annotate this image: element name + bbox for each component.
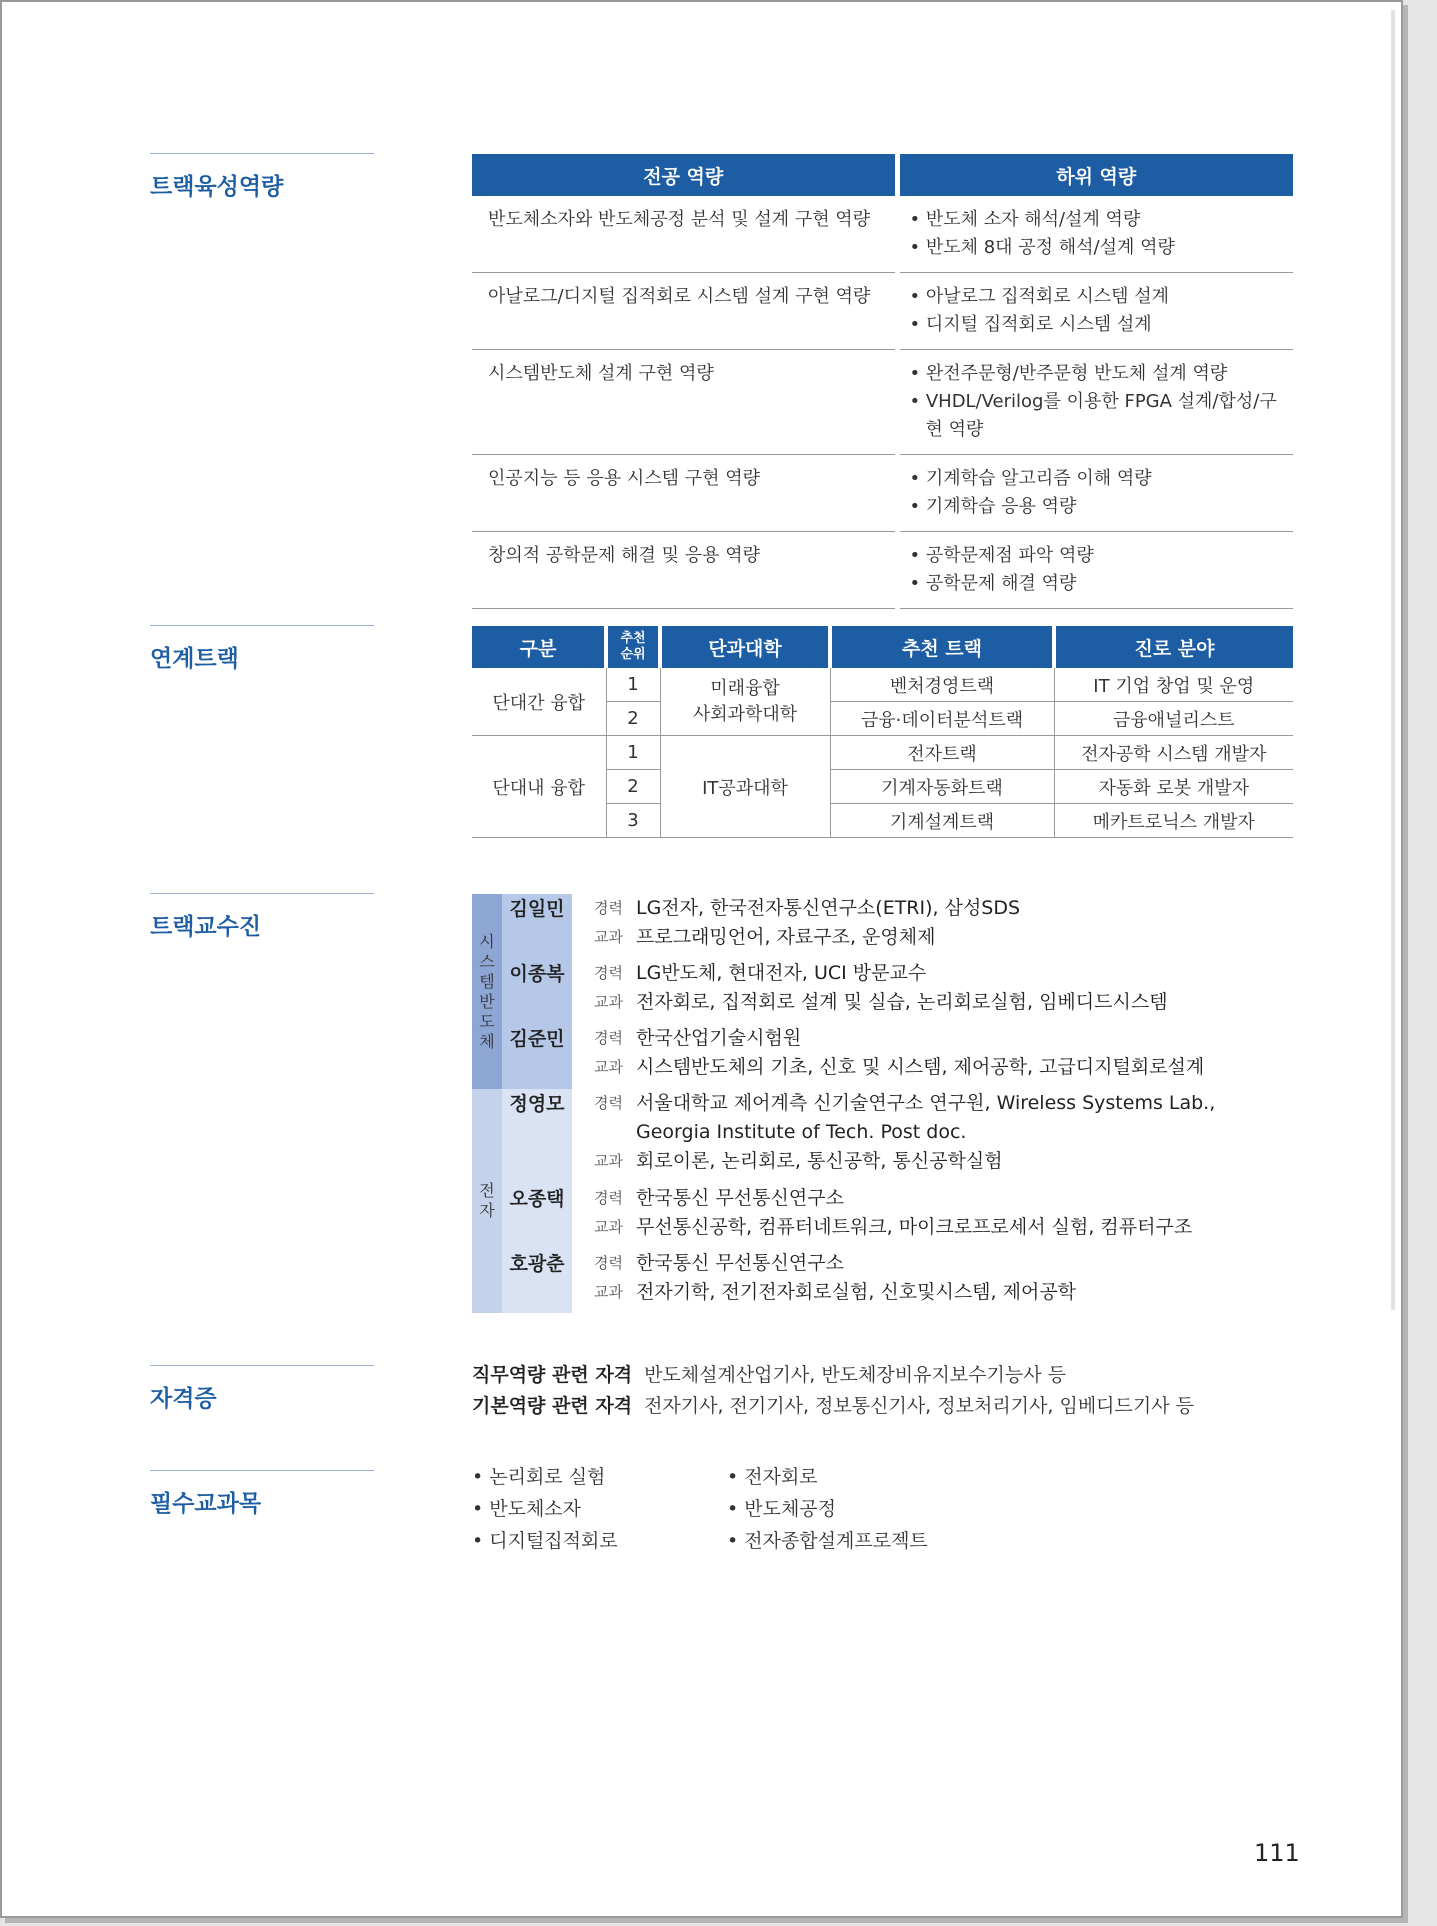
- sub-competency-item: • 기계학습 알고리즘 이해 역량: [909, 468, 1152, 489]
- table-row: [472, 532, 1293, 609]
- major-competency-cell: 반도체소자와 반도체공정 분석 및 설계 구현 역량: [472, 196, 897, 273]
- section-certs: [150, 1365, 374, 1413]
- linked-tracks-table: [472, 626, 1293, 838]
- header-major-competency: 전공 역량: [472, 154, 897, 196]
- track-cell: 금융·데이터분석트랙: [830, 702, 1054, 736]
- course-text: 프로그래밍언어, 자료구조, 운영체제: [636, 926, 936, 948]
- course-text: 전자기학, 전기전자회로실험, 신호및시스템, 제어공학: [636, 1281, 1077, 1303]
- competency-table: [472, 154, 1293, 609]
- faculty-name: 이종복: [509, 963, 565, 985]
- faculty-name: 호광춘: [509, 1253, 565, 1275]
- course-label: 교과: [594, 1283, 623, 1301]
- career-cell: IT 기업 창업 및 운영: [1054, 668, 1293, 702]
- career-label: 경력: [594, 1189, 623, 1207]
- table-row: [472, 668, 1293, 702]
- major-competency-cell: 시스템반도체 설계 구현 역량: [472, 350, 897, 455]
- track-cell: 벤처경영트랙: [830, 668, 1054, 702]
- cert-value: 전자기사, 전기기사, 정보통신기사, 정보처리기사, 임베디드기사 등: [644, 1395, 1194, 1417]
- rank-cell: 1: [606, 668, 660, 702]
- faculty-info: [594, 1089, 1264, 1176]
- faculty-info: [594, 1184, 1264, 1242]
- course-item: • 반도체소자: [472, 1498, 582, 1520]
- career-label: 경력: [594, 1094, 623, 1112]
- faculty-group-label: [472, 894, 502, 1089]
- faculty-group-label: [472, 1089, 502, 1313]
- sub-competency-item: • 기계학습 응용 역량: [909, 496, 1077, 517]
- career-cell: 전자공학 시스템 개발자: [1054, 736, 1293, 770]
- career-cell: 메카트로닉스 개발자: [1054, 804, 1293, 838]
- course-text: 무선통신공학, 컴퓨터네트워크, 마이크로프로세서 실험, 컴퓨터구조: [636, 1216, 1193, 1238]
- faculty-name: 김준민: [509, 1028, 565, 1050]
- sub-competency-cell: [897, 455, 1293, 532]
- cert-row: [472, 1391, 1194, 1422]
- career-text: LG전자, 한국전자통신연구소(ETRI), 삼성SDS: [636, 897, 1021, 919]
- career-label: 경력: [594, 964, 623, 982]
- section-title-faculty: 트랙교수진: [150, 914, 262, 940]
- sub-competency-item: • VHDL/Verilog를 이용한 FPGA 설계/합성/구현 역량: [909, 391, 1277, 440]
- cert-label: 직무역량 관련 자격: [472, 1364, 633, 1386]
- rank-cell: 2: [606, 770, 660, 804]
- courses-list: [472, 1463, 1032, 1556]
- sub-competency-item: • 공학문제점 파악 역량: [909, 545, 1094, 566]
- major-competency-cell: 아날로그/디지털 집적회로 시스템 설계 구현 역량: [472, 273, 897, 350]
- header-sub-competency: 하위 역량: [897, 154, 1293, 196]
- header-track: 추천 트랙: [830, 626, 1054, 668]
- group-label-char: 도: [479, 1011, 495, 1031]
- career-cell: 자동화 로봇 개발자: [1054, 770, 1293, 804]
- course-item: • 전자회로: [727, 1466, 818, 1488]
- sub-competency-cell: [897, 273, 1293, 350]
- course-text: 시스템반도체의 기초, 신호 및 시스템, 제어공학, 고급디지털회로설계: [636, 1056, 1205, 1078]
- track-cell: 전자트랙: [830, 736, 1054, 770]
- header-rank: 추천 순위: [606, 626, 660, 668]
- faculty-name: 정영모: [509, 1093, 565, 1115]
- rank-cell: 2: [606, 702, 660, 736]
- course-label: 교과: [594, 993, 623, 1011]
- header-career: 진로 분야: [1054, 626, 1293, 668]
- cert-value: 반도체설계산업기사, 반도체장비유지보수기능사 등: [644, 1364, 1066, 1386]
- table-row: [472, 455, 1293, 532]
- faculty-info: [594, 959, 1264, 1017]
- career-text: 한국통신 무선통신연구소: [636, 1252, 844, 1274]
- rank-cell: 1: [606, 736, 660, 770]
- track-cell: 기계자동화트랙: [830, 770, 1054, 804]
- course-text: 회로이론, 논리회로, 통신공학, 통신공학실험: [636, 1150, 1003, 1172]
- section-courses: [150, 1470, 374, 1518]
- group-label-char: 체: [479, 1031, 495, 1051]
- course-text: 전자회로, 집적회로 설계 및 실습, 논리회로실험, 임베디드시스템: [636, 991, 1168, 1013]
- course-label: 교과: [594, 928, 623, 946]
- section-title-linked: 연계트랙: [150, 646, 239, 672]
- section-linked-tracks: [150, 625, 374, 673]
- table-row: [472, 350, 1293, 455]
- course-item: • 반도체공정: [727, 1498, 837, 1520]
- section-faculty: [150, 893, 374, 941]
- course-label: 교과: [594, 1152, 623, 1170]
- sub-competency-item: • 반도체 8대 공정 해석/설계 역량: [909, 237, 1175, 258]
- header-college: 단과대학: [660, 626, 830, 668]
- sub-competency-item: • 디지털 집적회로 시스템 설계: [909, 314, 1152, 335]
- rank-cell: 3: [606, 804, 660, 838]
- group-label-char: 시: [479, 931, 495, 951]
- cert-row: [472, 1360, 1194, 1391]
- college-cell: IT공과대학: [660, 736, 830, 838]
- faculty-name: 김일민: [509, 898, 565, 920]
- certs-list: [472, 1360, 1194, 1422]
- group-label-char: 템: [479, 971, 495, 991]
- faculty-info: [594, 894, 1264, 952]
- course-item: • 디지털집적회로: [472, 1530, 618, 1552]
- group-label-char: 반: [479, 991, 495, 1011]
- course-item: • 전자종합설계프로젝트: [727, 1530, 928, 1552]
- sub-competency-item: • 아날로그 집적회로 시스템 설계: [909, 286, 1170, 307]
- group-label-char: 전: [479, 1181, 495, 1200]
- career-text: 한국산업기술시험원: [636, 1027, 802, 1049]
- category-cell: 단대내 융합: [472, 736, 606, 838]
- career-cell: 금융애널리스트: [1054, 702, 1293, 736]
- career-text: 한국통신 무선통신연구소: [636, 1187, 844, 1209]
- page-number: 111: [1254, 1839, 1300, 1867]
- career-text: 서울대학교 제어계측 신기술연구소 연구원, Wireless Systems Lab.,: [636, 1092, 1216, 1114]
- header-category: 구분: [472, 626, 606, 668]
- faculty-info: [594, 1024, 1264, 1082]
- section-divider: [150, 1470, 374, 1471]
- sub-competency-item: • 공학문제 해결 역량: [909, 573, 1077, 594]
- sub-competency-cell: [897, 350, 1293, 455]
- section-divider: [150, 153, 374, 154]
- career-label: 경력: [594, 899, 623, 917]
- faculty-block: [472, 894, 1297, 1313]
- sub-competency-cell: [897, 196, 1293, 273]
- category-cell: 단대간 융합: [472, 668, 606, 736]
- faculty-info: [594, 1249, 1264, 1307]
- group-label-char: 자: [479, 1201, 495, 1220]
- section-divider: [150, 625, 374, 626]
- course-item: • 논리회로 실험: [472, 1466, 606, 1488]
- course-label: 교과: [594, 1218, 623, 1236]
- table-row: [472, 273, 1293, 350]
- college-cell: 미래융합 사회과학대학: [660, 668, 830, 736]
- course-label: 교과: [594, 1058, 623, 1076]
- section-divider: [150, 1365, 374, 1366]
- faculty-name: 오종택: [509, 1188, 565, 1210]
- career-label: 경력: [594, 1029, 623, 1047]
- career-label: 경력: [594, 1254, 623, 1272]
- sub-competency-item: • 완전주문형/반주문형 반도체 설계 역량: [909, 363, 1228, 384]
- career-text: Georgia Institute of Tech. Post doc.: [636, 1121, 967, 1143]
- sub-competency-item: • 반도체 소자 해석/설계 역량: [909, 209, 1141, 230]
- career-text: LG반도체, 현대전자, UCI 방문교수: [636, 962, 927, 984]
- major-competency-cell: 창의적 공학문제 해결 및 응용 역량: [472, 532, 897, 609]
- section-divider: [150, 893, 374, 894]
- group-label-char: 스: [479, 951, 495, 971]
- major-competency-cell: 인공지능 등 응용 시스템 구현 역량: [472, 455, 897, 532]
- competency-header-row: [472, 154, 1293, 196]
- section-title-courses: 필수교과목: [150, 1491, 262, 1517]
- cert-label: 기본역량 관련 자격: [472, 1395, 633, 1417]
- section-competency: [150, 153, 374, 201]
- track-cell: 기계설계트랙: [830, 804, 1054, 838]
- scrollbar[interactable]: [1391, 10, 1395, 1310]
- sub-competency-cell: [897, 532, 1293, 609]
- section-title-competency: 트랙육성역량: [150, 174, 284, 200]
- linked-header-row: [472, 626, 1293, 668]
- section-title-certs: 자격증: [150, 1386, 217, 1412]
- table-row: [472, 196, 1293, 273]
- table-row: [472, 736, 1293, 770]
